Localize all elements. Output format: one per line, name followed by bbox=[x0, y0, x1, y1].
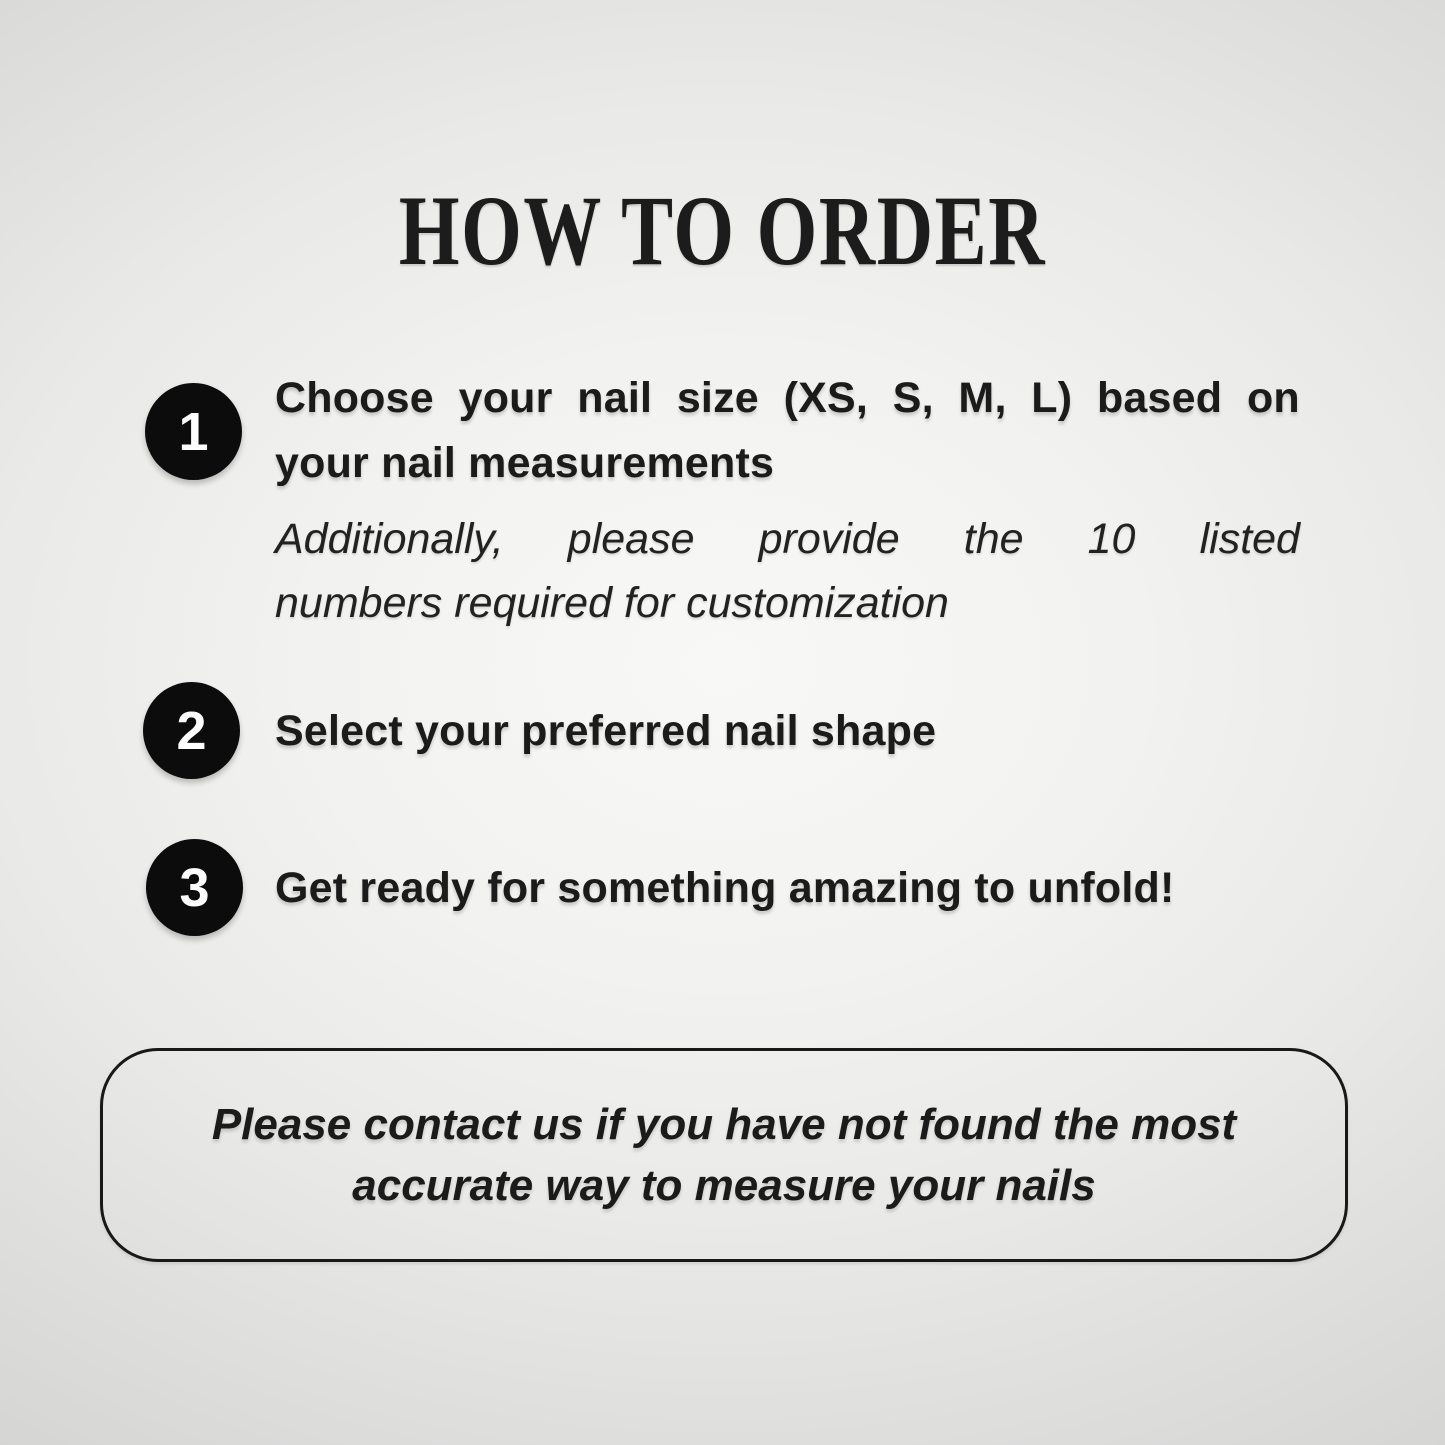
step-2-number: 2 bbox=[176, 700, 207, 761]
page-title: HOW TO ORDER bbox=[398, 175, 1047, 286]
step-3-text bbox=[275, 856, 1300, 921]
step-2-text bbox=[275, 699, 1300, 764]
step-1-note-line-1: Additionally, please provide the 10 listed bbox=[275, 515, 1300, 563]
step-1-note-line-2: numbers required for customization bbox=[275, 579, 949, 627]
step-3-number: 3 bbox=[179, 857, 210, 918]
step-1-line-1: Choose your nail size (XS, S, M, L) based on bbox=[275, 374, 1300, 422]
contact-note-box bbox=[100, 1048, 1348, 1262]
step-3-line-1: Get ready for something amazing to unfold! bbox=[275, 864, 1175, 912]
contact-note-line-2: accurate way to measure your nails bbox=[352, 1161, 1096, 1210]
step-1-text bbox=[275, 366, 1300, 496]
step-1-badge bbox=[145, 383, 242, 480]
step-3-badge bbox=[146, 839, 243, 936]
step-1-note bbox=[275, 507, 1300, 635]
step-1-number: 1 bbox=[178, 401, 209, 462]
step-2-line-1: Select your preferred nail shape bbox=[275, 707, 937, 755]
step-2-badge bbox=[143, 682, 240, 779]
step-1-line-2: your nail measurements bbox=[275, 439, 775, 487]
contact-note-line-1: Please contact us if you have not found the most bbox=[211, 1100, 1237, 1149]
